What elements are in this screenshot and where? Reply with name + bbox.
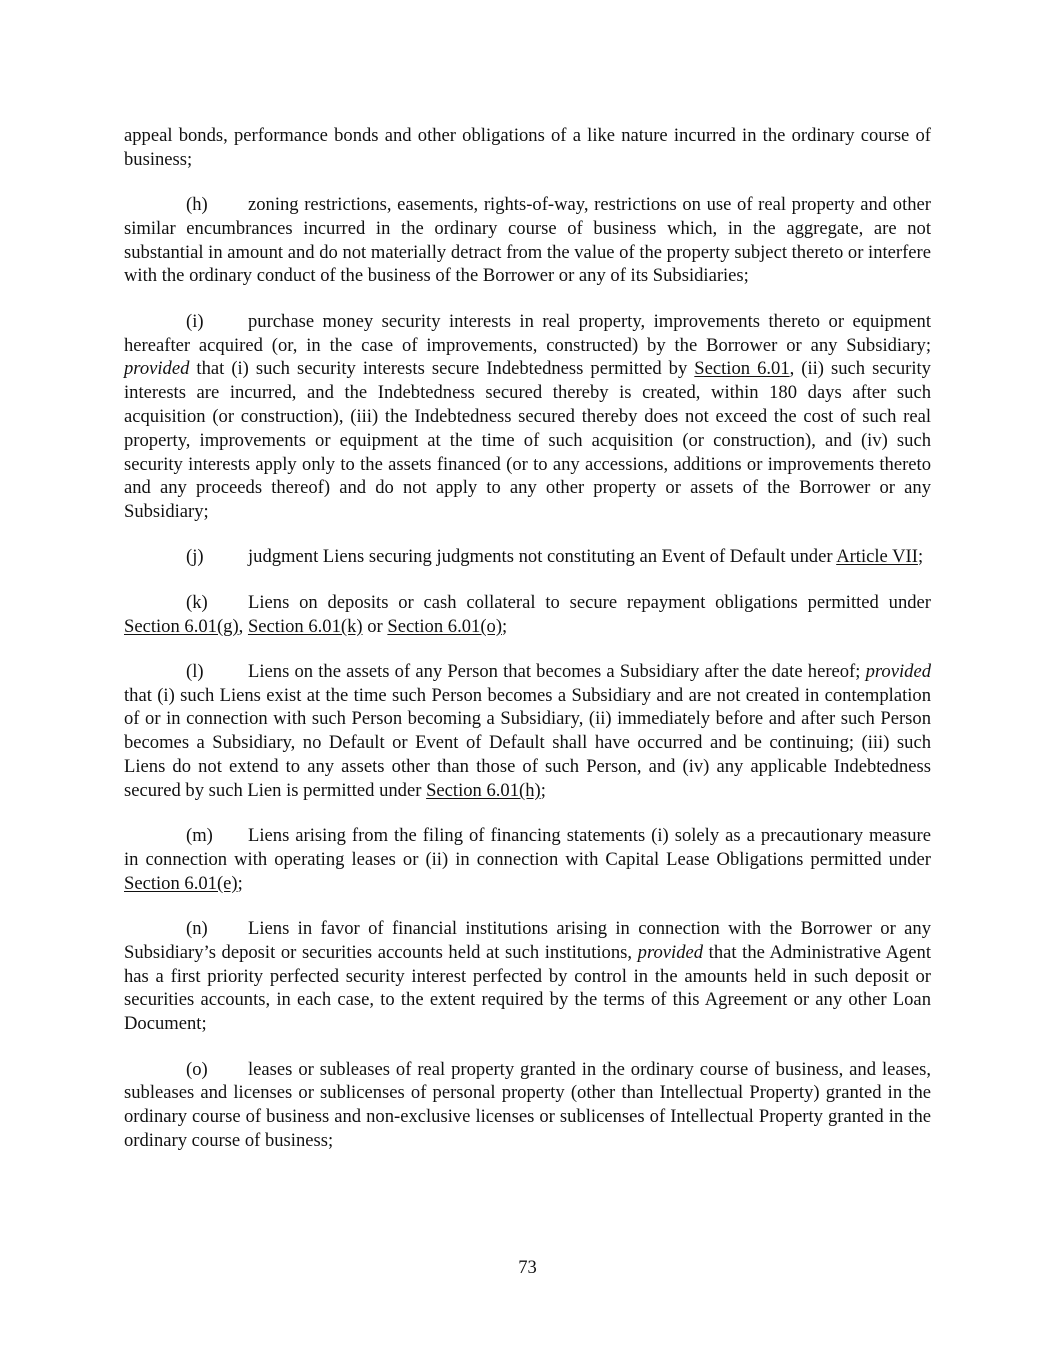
cross-reference-link[interactable]: Section 6.01(k): [247, 615, 363, 637]
clause-text: that (i) such Liens exist at the time such Person becomes a Subsidiary and are not created in contemplation of or in connection with such Person becoming a Subsidiary, (ii) immediately before and after such Person becomes a Subsidiary, no Default or Event of Default shall have occurred and be continuing; (iii) such Liens do not extend to any assets other than those of such Person, and (iv) any applicable Indebtedness secured by such Lien is permitted under: [124, 684, 931, 801]
clause-text: Liens on the assets of any Person that becomes a Subsidiary after the date hereof;: [248, 660, 866, 682]
clause-text: ;: [540, 779, 546, 801]
continuation-paragraph: appeal bonds, performance bonds and other obligations of a like nature incurred in the ordinary course of business;: [124, 125, 931, 170]
clause-text: Liens in favor of financial institutions arising in connection with the Borrower or any Subsidiary’s deposit or securities accounts held at such institutions,: [124, 918, 931, 963]
emphasis-provided: provided: [124, 358, 190, 380]
clause-label: (i): [186, 310, 204, 332]
clause-paragraph: [124, 917, 931, 1036]
page-number: 73: [518, 1257, 537, 1278]
clause-label: (j): [186, 546, 204, 568]
clause-text: that the Administrative Agent has a first priority perfected security interest perfected by control in the amounts held in such deposit or securities accounts, in each case, to the extent required by the terms of this Agreement or any other Loan Document;: [124, 941, 931, 1035]
clause-text: ;: [917, 546, 924, 568]
cross-reference-link[interactable]: Section 6.01(g): [124, 615, 239, 637]
clause-label: (k): [186, 591, 208, 613]
cross-reference-link[interactable]: Section 6.01(h): [426, 779, 541, 801]
emphasis-provided: provided: [865, 660, 931, 682]
clause-text: Liens arising from the filing of financing statements (i) solely as a precautionary measure in connection with operating leases or (ii) in connection with Capital Lease Obligations permitted under: [124, 825, 931, 870]
clause-paragraph: [124, 545, 931, 569]
clause-text: purchase money security interests in real property, improvements thereto or equipment hereafter acquired (or, in the case of improvements, constructed) by the Borrower or any Subsidiary;: [124, 310, 931, 356]
clause-list: [124, 193, 931, 1153]
clause-text: Liens on deposits or cash collateral to secure repayment obligations permitted under: [248, 591, 931, 613]
clause-text: ,: [238, 615, 248, 637]
clause-text: zoning restrictions, easements, rights-of-way, restrictions on use of real property and other similar encumbrances incurred in the ordinary course of business which, in the aggregate, are not substantial in amount and do not materially detract from the value of the property subject thereto or interfere with the ordinary conduct of the business of the Borrower or any of its Subsidiaries;: [124, 194, 932, 287]
clause-label: (n): [186, 918, 208, 940]
clause-text: that (i) such security interests secure Indebtedness permitted by: [189, 358, 695, 380]
clause-paragraph: [124, 310, 931, 524]
clause-text: leases or subleases of real property granted in the ordinary course of business, and leases, subleases and licenses or sublicenses of personal property (other than Intellectual Property) granted in the ordinary course of business and non-exclusive licenses or sublicenses of Intellectual Property granted in the ordinary course of business;: [124, 1058, 931, 1151]
clause-paragraph: [124, 824, 931, 895]
cross-reference-link[interactable]: Article VII: [836, 546, 918, 568]
cross-reference-link[interactable]: Section 6.01: [694, 358, 790, 380]
clause-label: (h): [186, 194, 208, 216]
clause-paragraph: [124, 660, 931, 803]
clause-text: judgment Liens securing judgments not constituting an Event of Default under: [248, 546, 837, 568]
cross-reference-link[interactable]: Section 6.01(o): [387, 615, 503, 637]
clause-text: , (ii) such security interests are incurred, and the Indebtedness secured thereby is created, within 180 days after such acquisition (or construction), (iii) the Indebtedness secured thereby does not exceed the cost of such real property, improvements or equipment at the time of such acquisition (or construction), and (iv) such security interests apply only to the assets financed (or to any accessions, additions or improvements thereto and any proceeds thereof) and do not apply to any other property or assets of the Borrower or any Subsidiary;: [124, 358, 931, 523]
clause-paragraph: [124, 1058, 931, 1153]
clause-label: (m): [186, 825, 213, 847]
cross-reference-link[interactable]: Section 6.01(e): [124, 872, 238, 894]
clause-paragraph: [124, 591, 931, 639]
clause-label: (l): [186, 660, 204, 682]
clause-paragraph: [124, 193, 931, 288]
clause-text: or: [362, 615, 388, 637]
emphasis-provided: provided: [637, 941, 704, 963]
document-body: [124, 124, 931, 1174]
clause-label: (o): [186, 1058, 208, 1080]
clause-text: ;: [237, 872, 243, 894]
clause-text: ;: [502, 615, 508, 637]
